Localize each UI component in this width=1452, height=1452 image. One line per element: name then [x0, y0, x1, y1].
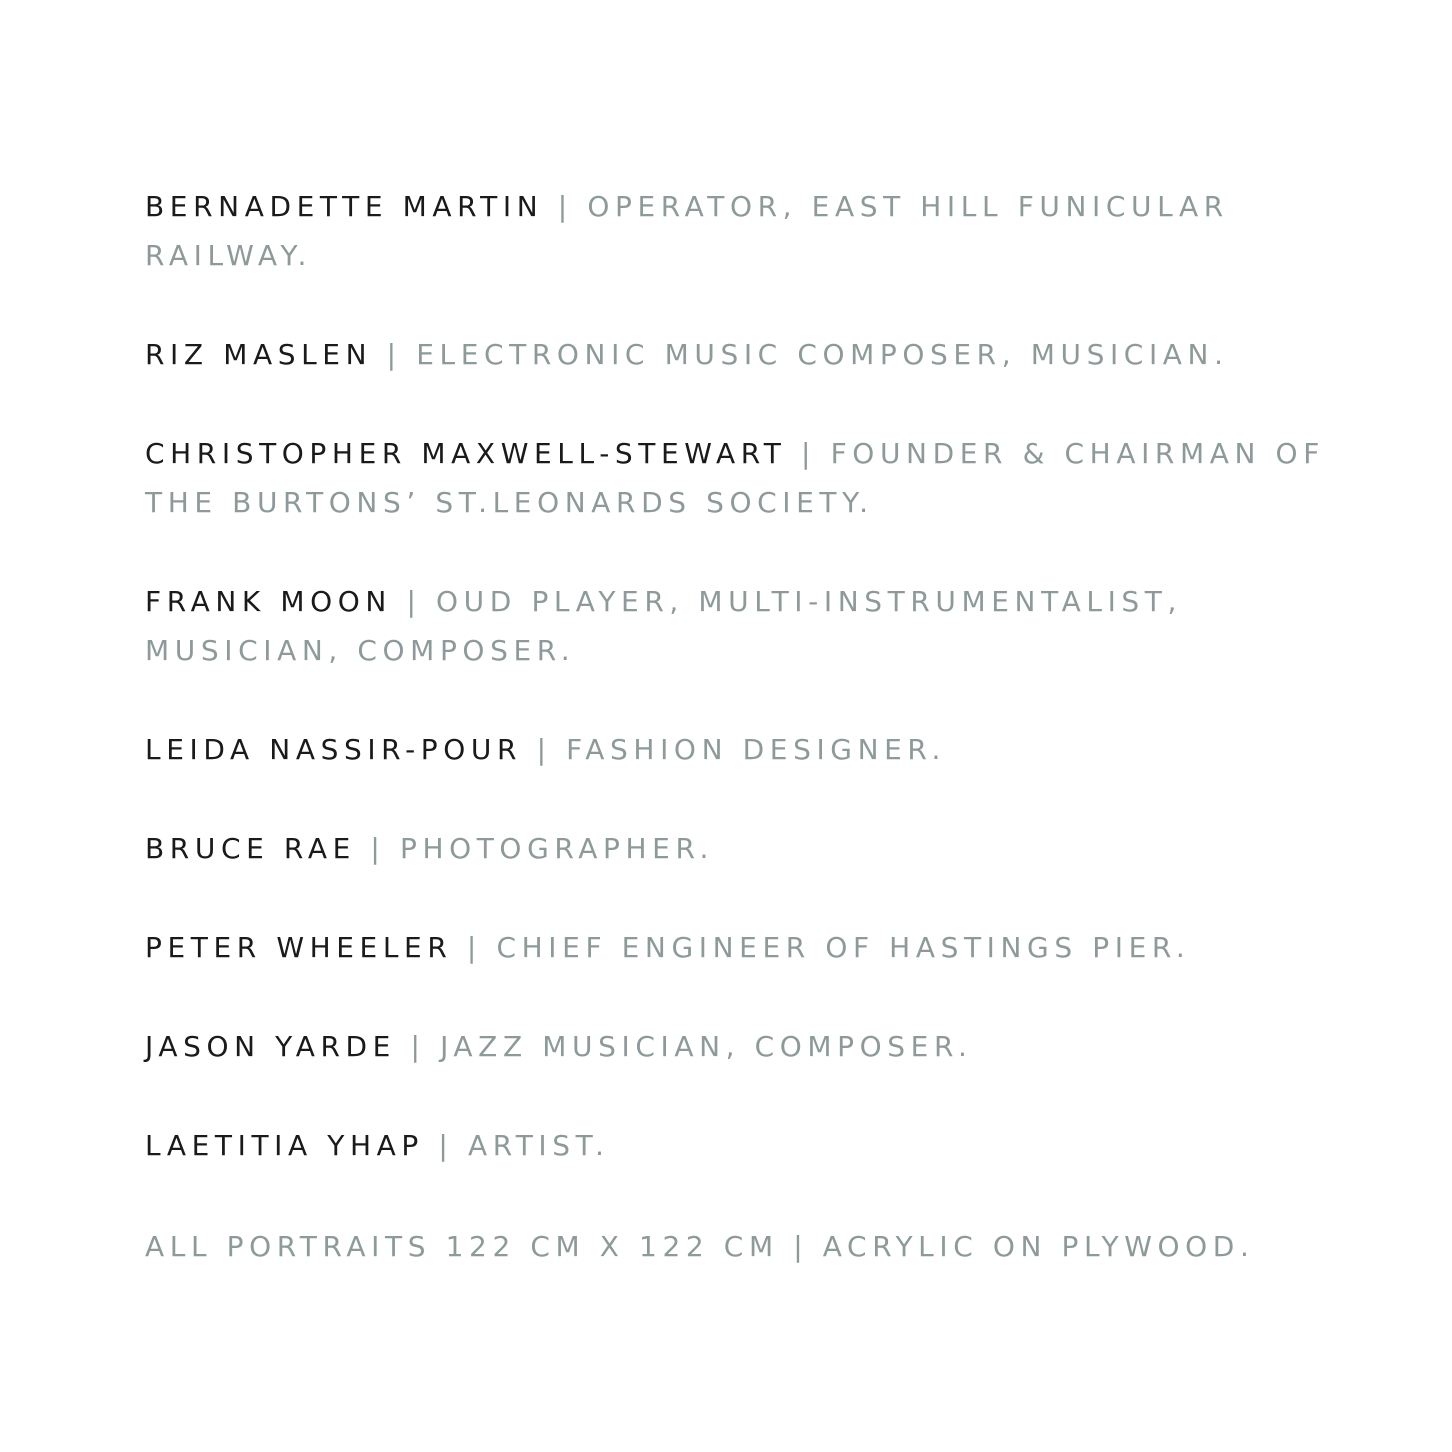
footer-dimensions: ALL PORTRAITS 122 CM X 122 CM — [145, 1230, 779, 1263]
separator: | — [406, 585, 422, 618]
person-name: LEIDA NASSIR-POUR — [145, 733, 523, 766]
person-name: JASON YARDE — [145, 1030, 396, 1063]
separator: | — [557, 190, 573, 223]
person-role: FASHION DESIGNER. — [566, 733, 946, 766]
credit-entry — [145, 1022, 1345, 1071]
separator: | — [466, 931, 482, 964]
person-name: BRUCE RAE — [145, 832, 356, 865]
person-role: JAZZ MUSICIAN, COMPOSER. — [440, 1030, 973, 1063]
credits-list — [145, 182, 1345, 1271]
credit-entry — [145, 577, 1345, 675]
credit-entry — [145, 330, 1345, 379]
person-role: PHOTOGRAPHER. — [399, 832, 715, 865]
person-role: FOUNDER & CHAIRMAN OF THE BURTONS’ ST.LEONARDS SOCIETY. — [145, 437, 1325, 519]
person-name: CHRISTOPHER MAXWELL-STEWART — [145, 437, 787, 470]
credit-entry — [145, 1121, 1345, 1170]
separator: | — [386, 338, 402, 371]
credit-entry — [145, 725, 1345, 774]
separator: | — [536, 733, 552, 766]
separator: | — [801, 437, 817, 470]
credit-entry — [145, 429, 1345, 527]
person-name: BERNADETTE MARTIN — [145, 190, 544, 223]
separator: | — [370, 832, 386, 865]
person-name: LAETITIA YHAP — [145, 1129, 424, 1162]
credit-entry — [145, 824, 1345, 873]
credit-entry — [145, 923, 1345, 972]
person-name: PETER WHEELER — [145, 931, 453, 964]
person-name: RIZ MASLEN — [145, 338, 373, 371]
separator: | — [793, 1230, 809, 1263]
person-name: FRANK MOON — [145, 585, 392, 618]
footer-medium: ACRYLIC ON PLYWOOD. — [822, 1230, 1255, 1263]
separator: | — [438, 1129, 454, 1162]
person-role: ELECTRONIC MUSIC COMPOSER, MUSICIAN. — [416, 338, 1229, 371]
person-role: CHIEF ENGINEER OF HASTINGS PIER. — [496, 931, 1191, 964]
person-role: ARTIST. — [467, 1129, 610, 1162]
footer-note — [145, 1222, 1345, 1271]
separator: | — [410, 1030, 426, 1063]
person-role: OUD PLAYER, MULTI-INSTRUMENTALIST, MUSICIAN, COMPOSER. — [145, 585, 1183, 667]
credit-entry — [145, 182, 1345, 280]
person-role: OPERATOR, EAST HILL FUNICULAR RAILWAY. — [145, 190, 1229, 272]
